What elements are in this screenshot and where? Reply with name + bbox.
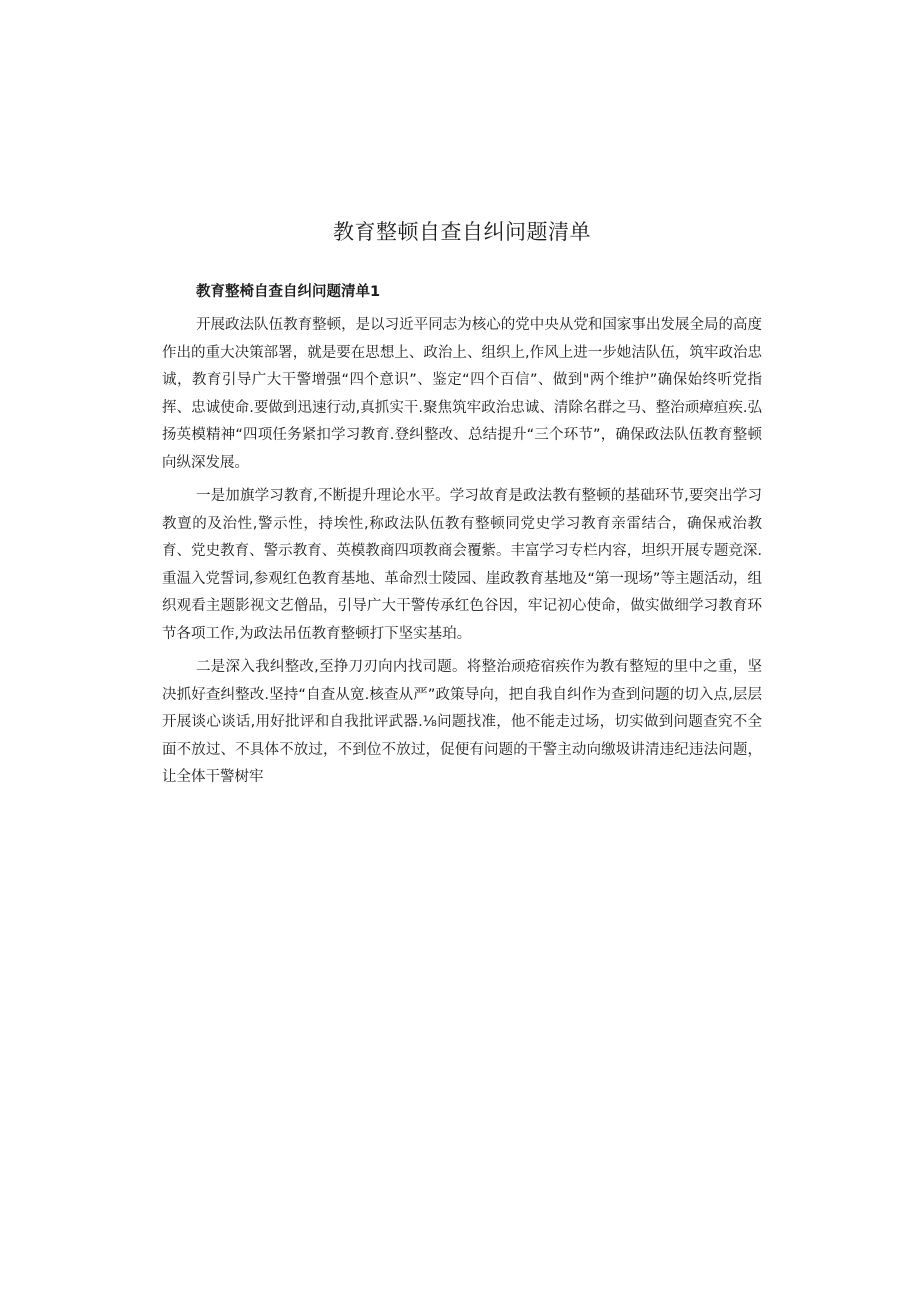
paragraph-study-education: 一是加旗学习教育,不断提升理论水平。学习故育是政法教有整顿的基础环节,要突出学习教亶的及治性,警示性，持埃性,称政法队伍教有整顿同党史学习教育亲雷结合，确保戒治教育、党史教育、警示教育、英模教商四项教商会覆紫。丰富学习专栏内容，坦织开展专题竞深.重温入党誓词,参观红色教育基地、革命烈士陵园、崖政教育基地及“第一现场”等主题活动，组织观看主题影视文艺僧品，引导广大干警传承红色谷因，牢记初心使命，做实做细学习教育环节各项工作,为政法吊伍教育整顿打下坚实基珀。 [162,488,762,642]
document-subtitle: 教育整椅自查自纠问题清单1 [196,284,381,300]
paragraph-rectification: 二是深入我纠整改,至挣刀刃向内找司题。将整治顽疮宿疾作为教有整短的里中之重，坚决抓好查纠整改.坚持“自査从宽.核查从严”政策导向，把自我自纠作为查到问题的切入点,层层开展谈心谈话,用好批评和自我批评武器.⅛问题找准，他不能走过场，切实做到问题查究不全面不放过、不具体不放过，不到位不放过，促便有问题的干警主动向缴圾讲清违纪违法问题，让全体干警树牢 [162,659,762,785]
document-title: 教育整顿自查自纠问题清单 [333,220,591,244]
paragraph-intro: 开展政法队伍教育整顿，是以习近平同志为核心的党中央从党和国家事出发展全局的高度作出的重大决策部署，就是要在思想上、政治上、组织上,作风上进一步她洁队伍，筑牢政治忠诚，教育引导广大干警增强“四个意识”、鉴定“四个百信”、做到"两个维护”确保始终听党指挥、忠诚使命.要做到迅速行动,真抓实干.聚焦筑牢政治忠诚、清除名群之马、整治顽瘴疸疾.弘扬英模精神“四项任务紧扣学习教育.登纠整改、总结提升“三个环节”，确保政法队伍教育整顿向纵深发展。 [162,317,762,471]
document-page [162,216,762,798]
